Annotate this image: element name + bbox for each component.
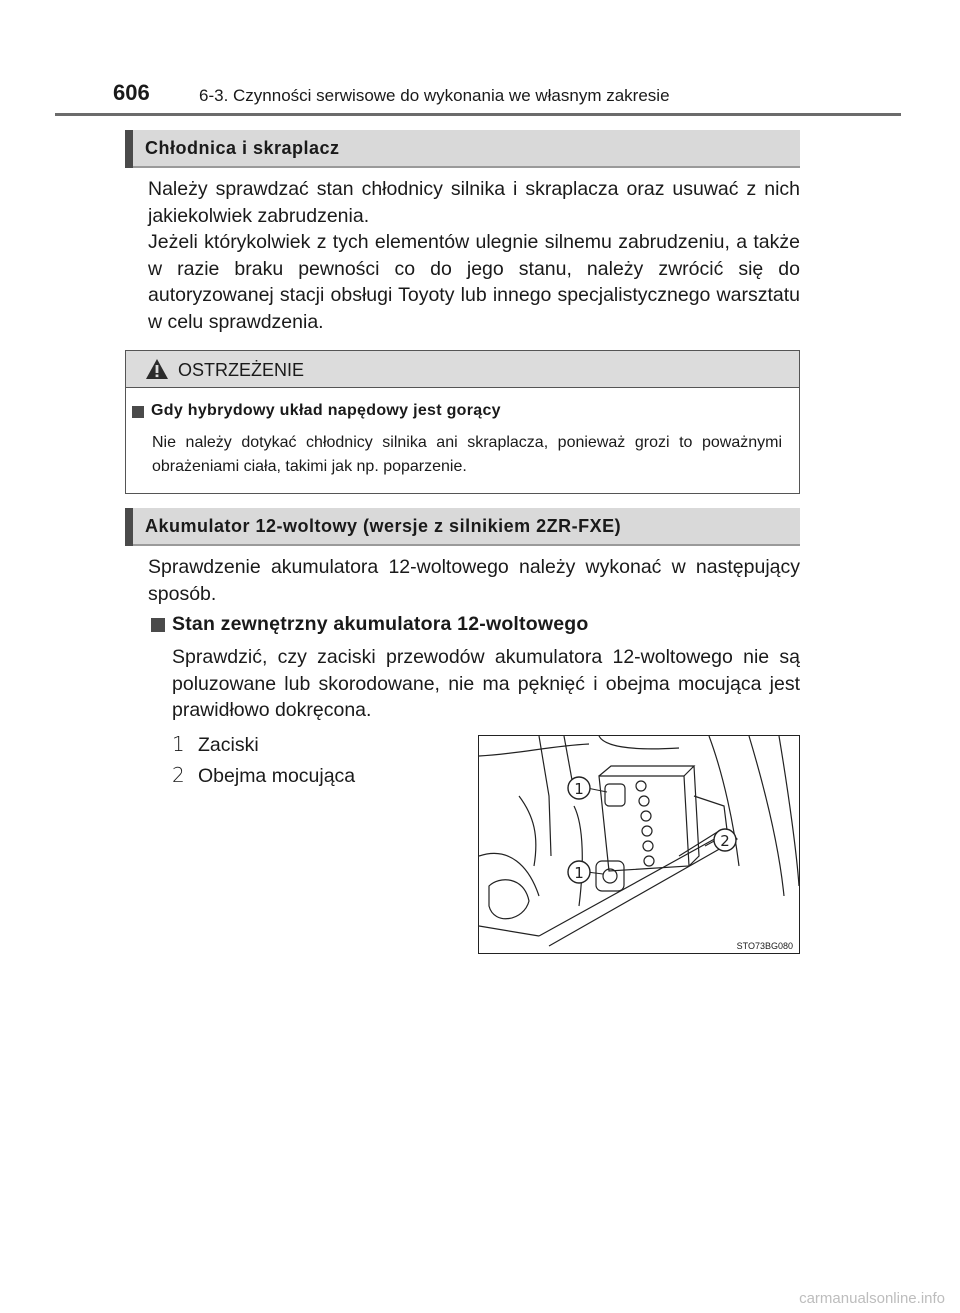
legend-number: 1 — [172, 732, 185, 756]
warning-text: Nie należy dotykać chłodnicy silnika ani skraplacza, ponieważ grozi to poważnymi obrażeniami ciała, takimi jak np. poparzenie. — [152, 434, 782, 475]
heading-bar — [125, 508, 133, 546]
page-header — [113, 78, 903, 114]
bullet-square-icon — [151, 618, 165, 632]
warning-box — [125, 350, 800, 494]
paragraph-battery-condition: Sprawdzić, czy zaciski przewodów akumulatora 12-woltowego nie są poluzowane lub skorodowane, nie ma pęknięć i obejma mocująca jest prawidłowo dokręcona. — [172, 646, 800, 721]
warning-subheading: Gdy hybrydowy układ napędowy jest gorący — [151, 402, 501, 419]
warning-title: OSTRZEŻENIE — [178, 360, 305, 380]
section-title: Akumulator 12-woltowy (wersje z silnikiem 2ZR-FXE) — [145, 516, 622, 536]
battery-engine-bay-drawing — [479, 736, 799, 953]
watermark-url: carmanualsonline.info — [799, 1290, 945, 1307]
battery-subheading: Stan zewnętrzny akumulatora 12-woltowego — [172, 613, 589, 635]
header-divider — [55, 113, 901, 116]
chapter-title: 6-3. Czynności serwisowe do wykonania we własnym zakresie — [199, 86, 670, 105]
legend-item-terminals — [172, 732, 259, 757]
page-number: 606 — [113, 80, 150, 105]
callout-terminal-bottom: 1 — [574, 864, 584, 882]
section-heading-radiator — [125, 130, 800, 168]
paragraph-radiator-check: Należy sprawdzać stan chłodnicy silnika i skraplacza oraz usuwać z nich jakiekolwiek zabrudzenia. — [148, 178, 800, 227]
battery-illustration — [478, 735, 800, 954]
heading-bar — [125, 130, 133, 168]
warning-triangle-icon — [145, 358, 169, 380]
section-heading-battery — [125, 508, 800, 546]
callout-clamp: 2 — [720, 832, 730, 850]
legend-label: Zaciski — [198, 734, 259, 756]
legend-number: 2 — [172, 763, 185, 787]
legend-label: Obejma mocująca — [198, 765, 356, 787]
figure-code: STO73BG080 — [736, 941, 793, 951]
callout-terminal-top: 1 — [574, 780, 584, 798]
legend-item-clamp — [172, 763, 355, 788]
paragraph-battery-intro: Sprawdzenie akumulatora 12-woltowego należy wykonać w następujący sposób. — [148, 556, 800, 605]
bullet-square-icon — [132, 406, 144, 418]
paragraph-radiator-service: Jeżeli którykolwiek z tych elementów ulegnie silnemu zabrudzeniu, a także w razie braku pewności co do jego stanu, należy zwrócić się do autoryzowanej stacji obsługi Toyoty lub innego specjalistycznego warsztatu w celu sprawdzenia. — [148, 231, 800, 333]
warning-header — [126, 351, 799, 388]
section-title: Chłodnica i skraplacz — [145, 138, 340, 158]
